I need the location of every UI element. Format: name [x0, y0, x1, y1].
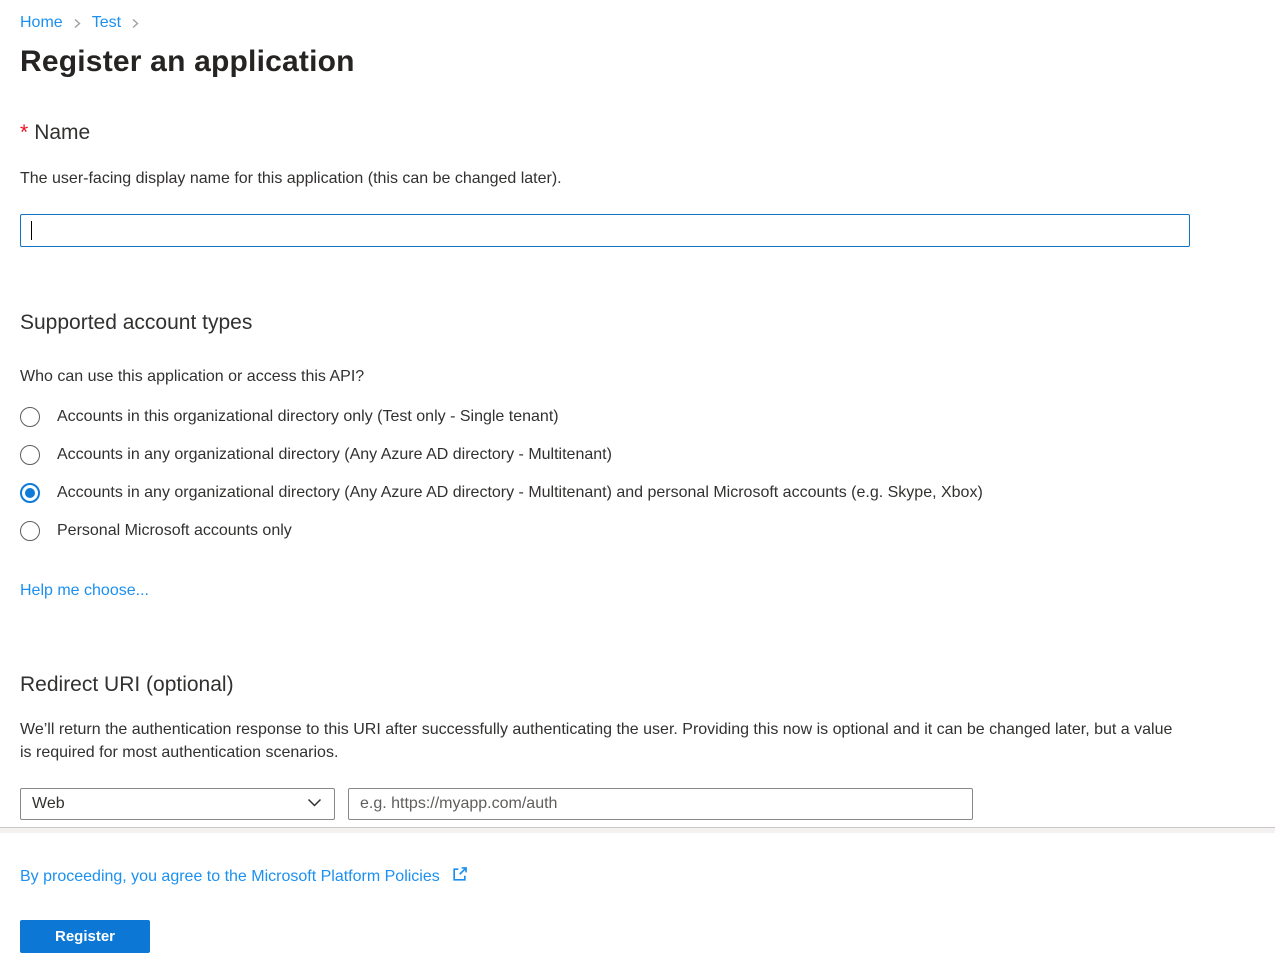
- redirect-uri-description: We’ll return the authentication response to this URI after successfully authenticating the user. Providing this now is optional and it can be changed later, but a value is required for most authentication scenarios.: [20, 721, 1173, 761]
- name-input[interactable]: [20, 214, 1190, 247]
- account-types-radio-group: [20, 405, 1255, 542]
- supported-account-types-heading: Supported account types: [20, 311, 253, 334]
- account-type-option-label: Accounts in this organizational directory only (Test only - Single tenant): [57, 407, 559, 425]
- name-field-heading: [20, 121, 1255, 145]
- account-type-option-single-tenant[interactable]: [20, 405, 1255, 428]
- account-type-option-multitenant[interactable]: [20, 443, 1255, 466]
- radio-button[interactable]: [20, 521, 40, 541]
- breadcrumb-test-link[interactable]: Test: [91, 14, 122, 31]
- radio-button[interactable]: [20, 483, 40, 503]
- platform-policies-link[interactable]: [20, 865, 469, 889]
- radio-button[interactable]: [20, 445, 40, 465]
- chevron-right-icon: [72, 17, 83, 30]
- account-type-option-personal-only[interactable]: [20, 519, 1255, 542]
- platform-select-dropdown[interactable]: [20, 788, 335, 820]
- required-asterisk: *: [20, 121, 29, 144]
- name-input-wrapper: [20, 214, 1255, 247]
- breadcrumb-home-link[interactable]: Home: [20, 14, 63, 31]
- redirect-uri-controls: [20, 788, 1255, 820]
- chevron-down-icon: [307, 795, 322, 813]
- chevron-right-icon: [130, 17, 141, 30]
- footer-divider: [0, 827, 1275, 833]
- page-title: Register an application: [20, 45, 355, 78]
- text-cursor: [31, 221, 32, 240]
- account-type-option-label: Personal Microsoft accounts only: [57, 521, 292, 539]
- account-type-option-label: Accounts in any organizational directory (Any Azure AD directory - Multitenant) and personal Microsoft accounts (e.g. Skype, Xbox): [57, 483, 983, 501]
- name-field-description: The user-facing display name for this application (this can be changed later).: [20, 170, 562, 187]
- register-button[interactable]: Register: [20, 920, 150, 953]
- redirect-uri-input[interactable]: [348, 788, 973, 820]
- name-field-label: Name: [34, 121, 91, 144]
- account-type-option-label: Accounts in any organizational directory (Any Azure AD directory - Multitenant): [57, 445, 612, 463]
- radio-button[interactable]: [20, 407, 40, 427]
- redirect-uri-heading: Redirect URI (optional): [20, 673, 234, 696]
- platform-select-value: Web: [32, 795, 65, 812]
- account-types-question: Who can use this application or access this API?: [20, 368, 365, 385]
- external-link-icon: [450, 865, 469, 889]
- help-me-choose-link[interactable]: Help me choose...: [20, 582, 149, 599]
- account-type-option-multitenant-personal[interactable]: [20, 481, 1255, 504]
- platform-policies-link-text: By proceeding, you agree to the Microsoft Platform Policies: [20, 868, 440, 885]
- breadcrumb: [20, 14, 1255, 32]
